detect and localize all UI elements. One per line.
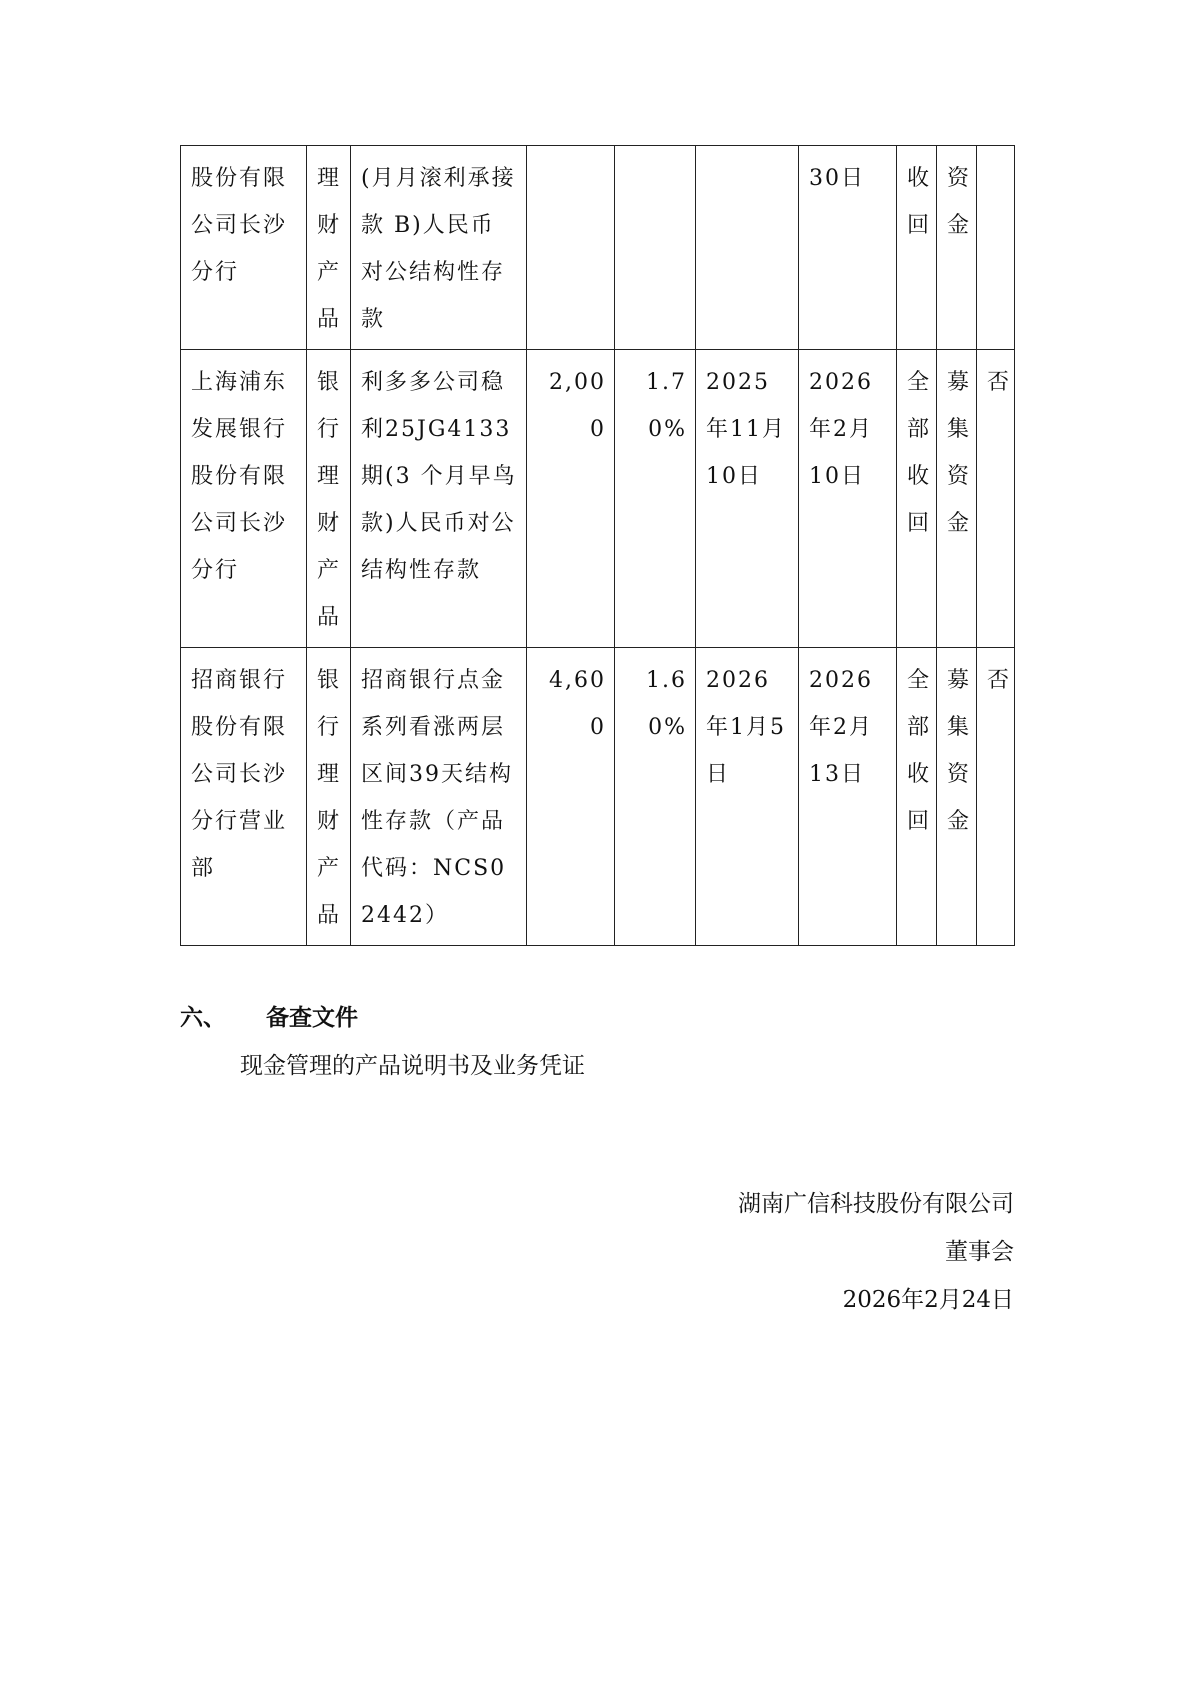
fund-source-cell: 资金 xyxy=(937,146,977,350)
recovery-cell: 全部收回 xyxy=(897,350,937,648)
table-row xyxy=(181,350,1015,648)
section-body-text: 现金管理的产品说明书及业务凭证 xyxy=(240,1053,585,1079)
signature-company: 湖南广信科技股份有限公司 xyxy=(738,1191,1014,1217)
rate-cell xyxy=(615,146,696,350)
recovery-cell: 全部收回 xyxy=(897,648,937,946)
start-date-cell: 2026年1月5日 xyxy=(696,648,799,946)
amount-cell: 4,600 xyxy=(527,648,615,946)
rate-cell: 1.60% xyxy=(615,648,696,946)
table-row xyxy=(181,146,1015,350)
amount-cell: 2,000 xyxy=(527,350,615,648)
product-type-cell: 银行理财产品 xyxy=(307,648,351,946)
bank-cell: 股份有限公司长沙分行 xyxy=(181,146,307,350)
fund-source-cell: 募集资金 xyxy=(937,648,977,946)
end-date-cell: 2026年2月10日 xyxy=(799,350,897,648)
start-date-cell: 2025年11月10日 xyxy=(696,350,799,648)
amount-cell xyxy=(527,146,615,350)
bank-cell: 招商银行股份有限公司长沙分行营业部 xyxy=(181,648,307,946)
section-number: 六、 xyxy=(180,1005,226,1031)
section-heading xyxy=(180,1000,358,1036)
rate-cell: 1.70% xyxy=(615,350,696,648)
signature-board: 董事会 xyxy=(945,1239,1014,1265)
section-title: 备查文件 xyxy=(266,1005,358,1031)
related-cell xyxy=(977,146,1015,350)
product-name-cell: 招商银行点金系列看涨两层区间39天结构性存款（产品代码：NCS02442） xyxy=(351,648,527,946)
fund-source-cell: 募集资金 xyxy=(937,350,977,648)
product-type-cell: 银行理财产品 xyxy=(307,350,351,648)
recovery-cell: 收回 xyxy=(897,146,937,350)
end-date-cell: 30日 xyxy=(799,146,897,350)
product-type-cell: 理财产品 xyxy=(307,146,351,350)
product-name-cell: 利多多公司稳利25JG4133期(3 个月早鸟款)人民币对公结构性存款 xyxy=(351,350,527,648)
table-row xyxy=(181,648,1015,946)
signature-date: 2026年2月24日 xyxy=(842,1287,1014,1313)
investment-table xyxy=(180,145,1015,946)
bank-cell: 上海浦东发展银行股份有限公司长沙分行 xyxy=(181,350,307,648)
start-date-cell xyxy=(696,146,799,350)
product-name-cell: (月月滚利承接款 B)人民币对公结构性存款 xyxy=(351,146,527,350)
related-cell: 否 xyxy=(977,648,1015,946)
end-date-cell: 2026年2月13日 xyxy=(799,648,897,946)
related-cell: 否 xyxy=(977,350,1015,648)
